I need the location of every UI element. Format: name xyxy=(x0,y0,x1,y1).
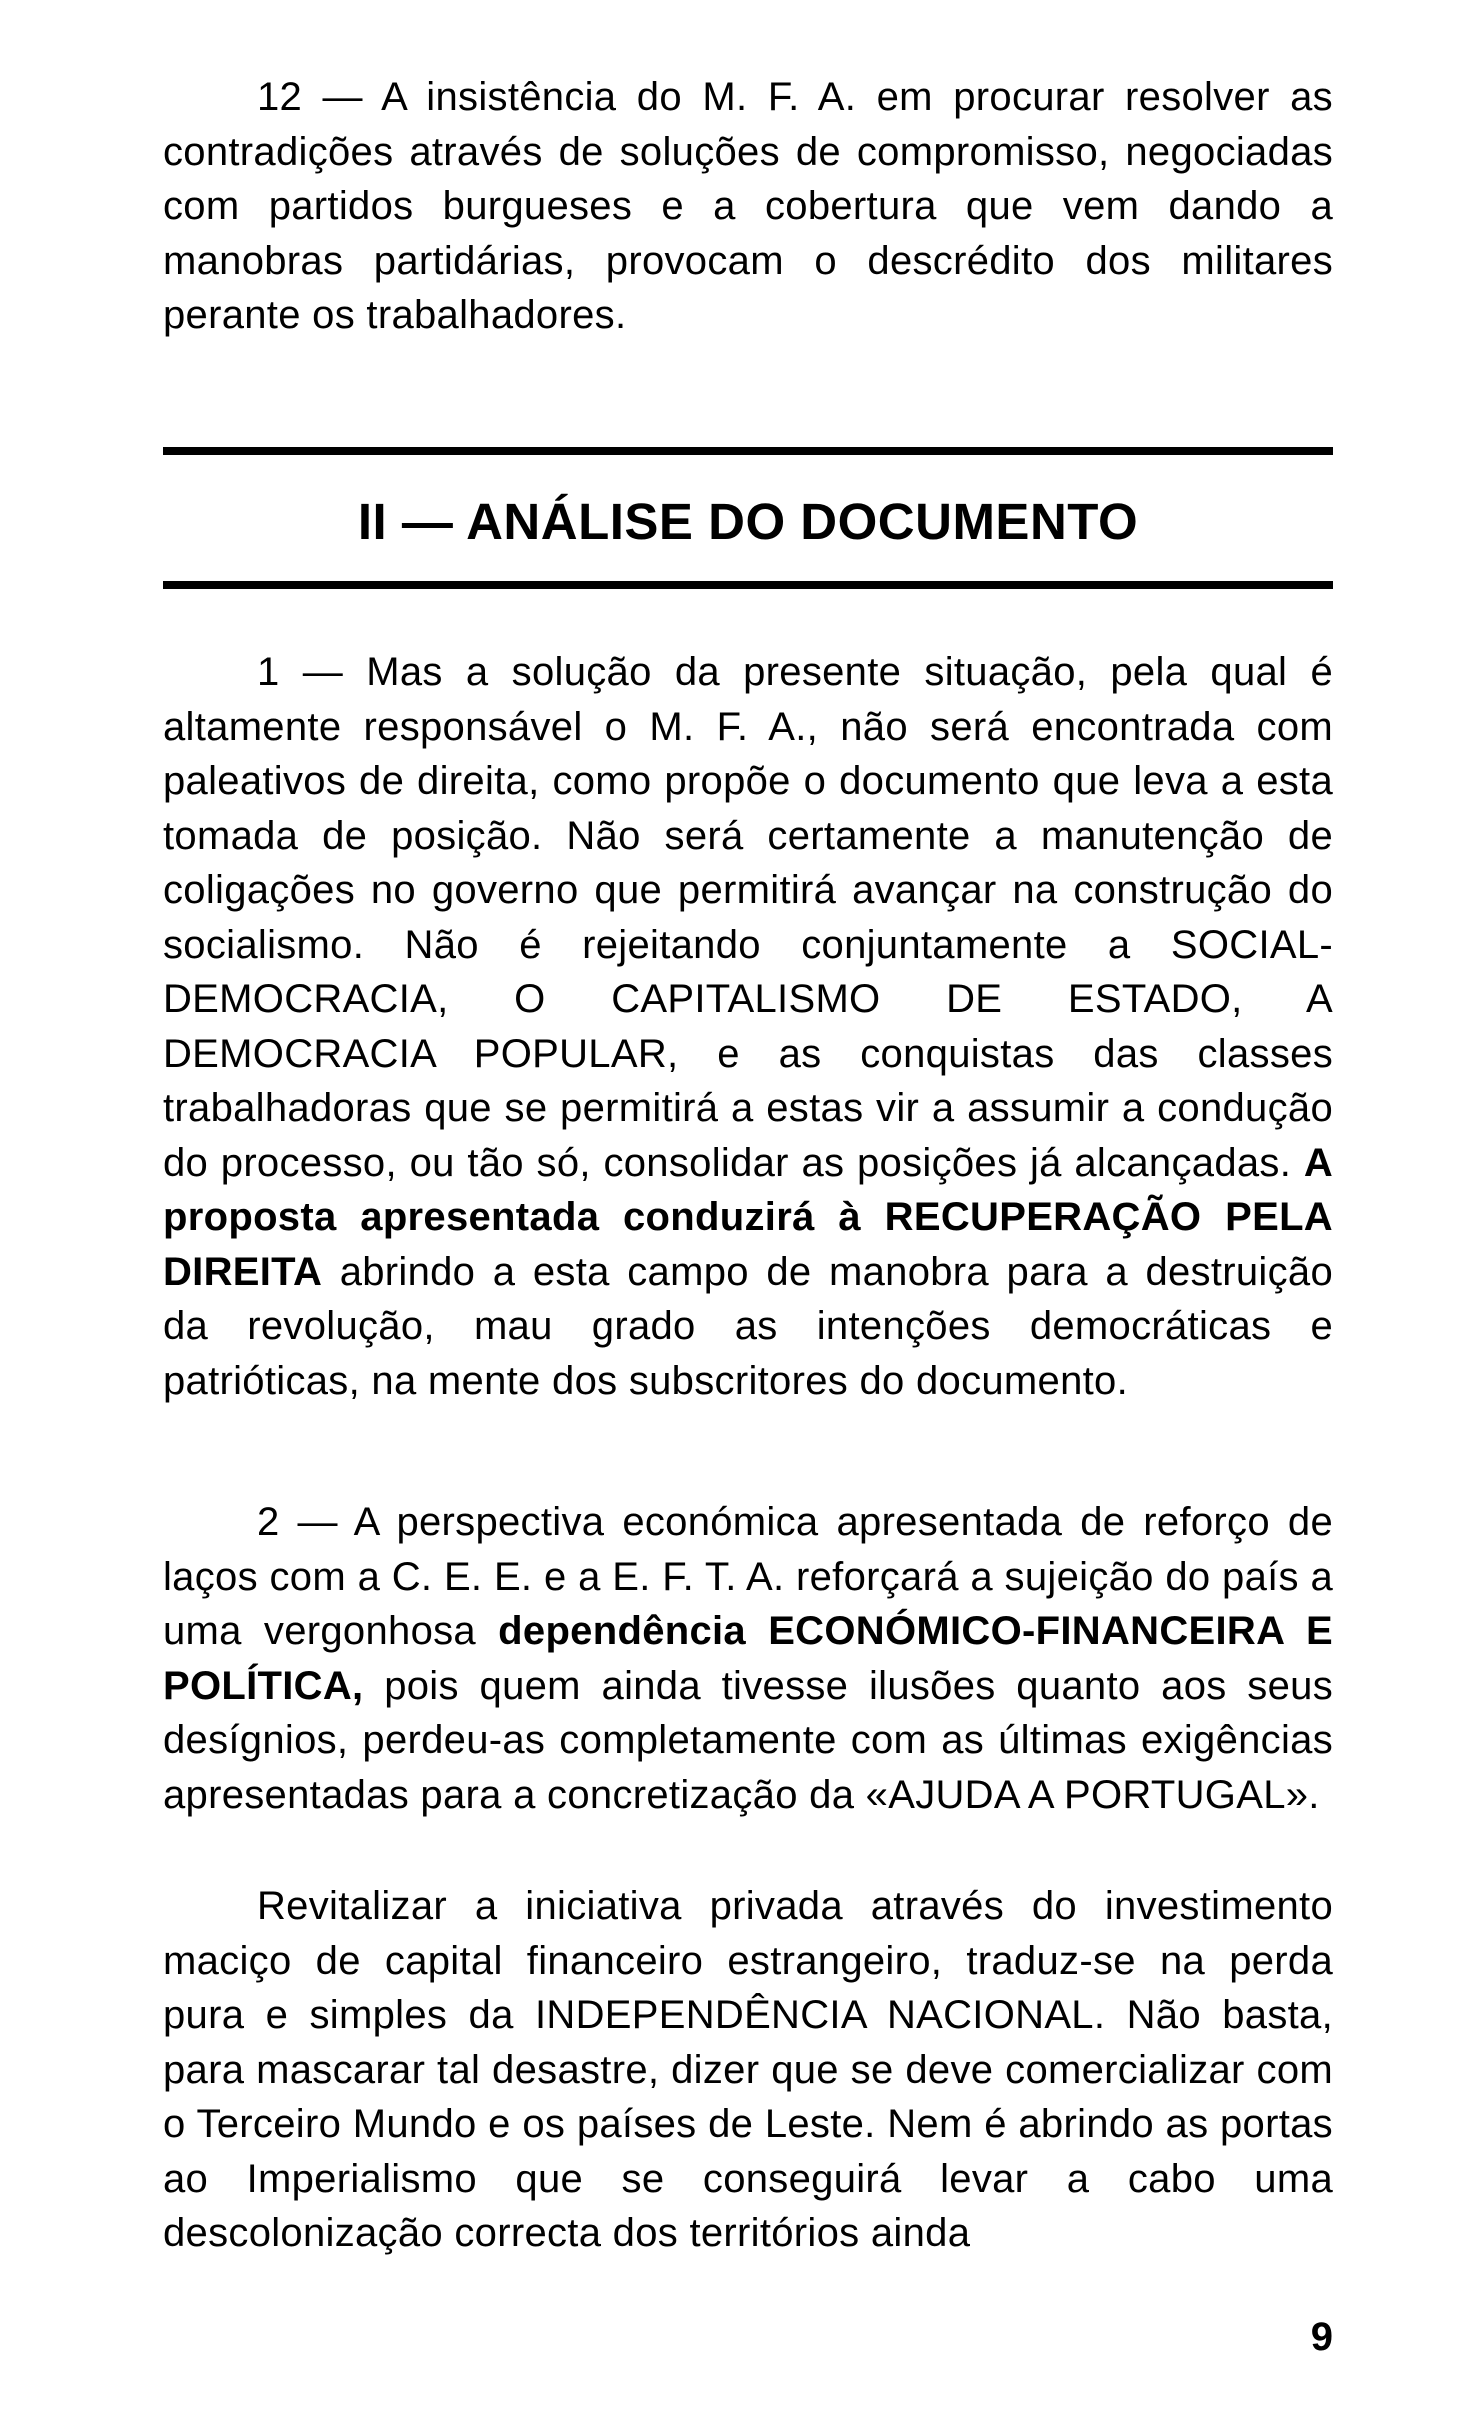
paragraph-1 xyxy=(163,645,1333,1408)
paragraph-2 xyxy=(163,1495,1333,1822)
section-title: II — ANÁLISE DO DOCUMENTO xyxy=(357,493,1139,550)
paragraph-1-text-a: 1 — Mas a solução da presente situação, pela qual é altamente responsável o M. F. A., não será encontrada com paleativos de direita, como propõe o documento que leva a esta tomada de posição. Não será certamente a manutenção de coligações no governo que permitirá avançar na construção do socialismo. Não é rejeitando conjuntamente a SOCIAL-DEMOCRACIA, O CAPITALISMO DE ESTADO, A DEMOCRACIA POPULAR, e as conquistas das classes trabalhadoras que se permitirá a estas vir a assumir a condução do processo, ou tão só, consolidar as posições já alcançadas. xyxy=(163,650,1333,1185)
paragraph-2-bold: dependência ECONÓMICO-FINANCEIRA E POLÍTICA, xyxy=(163,1609,1333,1708)
paragraph-12: 12 — A insistência do M. F. A. em procurar resolver as contradições através de soluções de compromisso, negociadas com partidos burgueses e a cobertura que vem dando a manobras partidárias, provocam o descrédito dos militares perante os trabalhadores. xyxy=(163,75,1333,337)
paragraph-1-bold: A proposta apresentada conduzirá à RECUPERAÇÃO PELA DIREITA xyxy=(163,1140,1333,1294)
paragraph-2-text-a: 2 — A perspectiva económica apresentada de reforço de laços com a C. E. E. e a E. F. T. A. reforçará a sujeição do país a uma vergonhosa xyxy=(163,1500,1333,1653)
paragraph-2-text-b: pois quem ainda tivesse ilusões quanto aos seus desígnios, perdeu-as completamente com as últimas exigências apresentadas para a concretização da «AJUDA A PORTUGAL». xyxy=(163,1663,1333,1817)
paragraph-1-text-b: abrindo a esta campo de manobra para a destruição da revolução, mau grado as intenções democráticas e patrióticas, na mente dos subscritores do documento. xyxy=(163,1249,1333,1403)
section-top-rule xyxy=(163,447,1333,455)
section-bottom-rule xyxy=(163,581,1333,589)
paragraph-3: Revitalizar a iniciativa privada através do investimento maciço de capital financeiro estrangeiro, traduz-se na perda pura e simples da INDEPENDÊNCIA NACIONAL. Não basta, para mascarar tal desastre, dizer que se deve comercializar com o Terceiro Mundo e os países de Leste. Nem é abrindo as portas ao Imperialismo que se conseguirá levar a cabo uma descolonização correcta dos territórios ainda xyxy=(163,1884,1333,2255)
page-number: 9 xyxy=(1310,2315,1333,2359)
